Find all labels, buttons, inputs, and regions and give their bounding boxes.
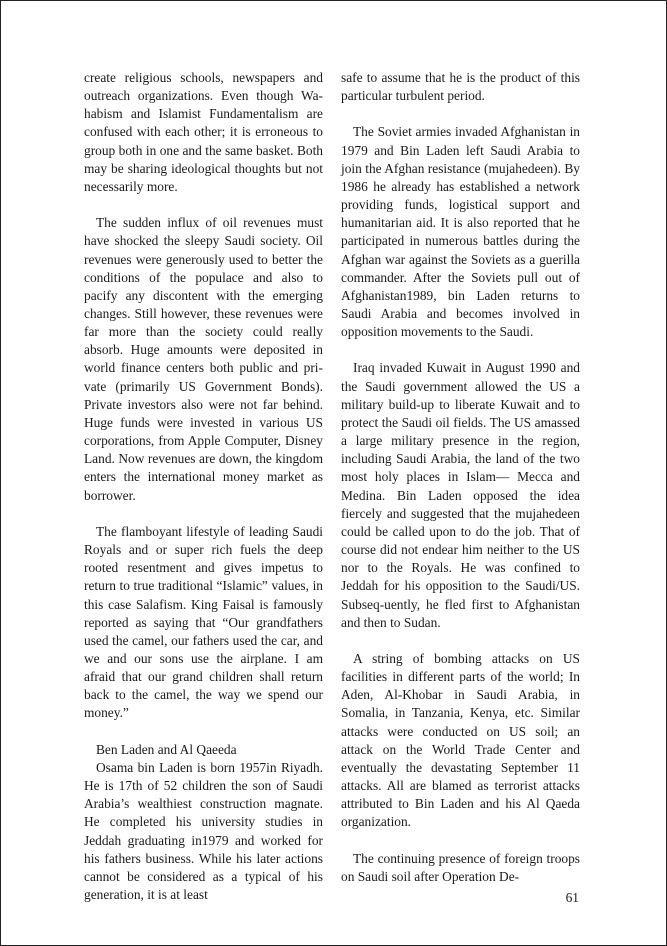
paragraph: The sudden influx of oil revenues must have shocked the sleepy Saudi society. Oil revenues were generously used to better the conditions of the populace and also to pacify any discontent with the emerging changes. Still however, these revenues were far more than the society could really absorb. Huge amounts were deposited in world finance centers both public and private (primarily US Government Bonds). Private investors also were not far behind. Huge funds were invested in various US corporations, from Apple Computer, Disney Land. Now revenues are down, the kingdom enters the international money market as borrower. bbox=[84, 215, 323, 503]
paragraph: create religious schools, newspapers and outreach organizations. Even though Wahabism and Islamist Fundamentalism are confused with each other; it is erroneous to group both in one and the same basket. Both may be sharing ideological thoughts but not necessarily more. bbox=[84, 70, 323, 194]
left-column bbox=[84, 69, 323, 904]
paragraph: The flamboyant lifestyle of leading Saudi Royals and or super rich fuels the deep rooted resentment and gives impetus to return to true traditional “Islamic” values, in this case Salafism. King Faisal is famously reported as saying that “Our grandfathers used the camel, our fathers used the car, and we and our sons use the airplane. I am afraid that our grand children shall return back to the camel, the way we spend our money.” bbox=[84, 523, 323, 721]
paragraph: The continuing presence of foreign troops on Saudi soil after Operation De- bbox=[341, 850, 580, 884]
paragraph: Osama bin Laden is born 1957in Riyadh. He is 17th of 52 children the son of Saudi Arabia’s wealthiest construction magnate. He completed his university studies in Jeddah graduating in1979 and worked for his fathers business. While his later actions cannot be considered as a typical of his generation, it is at least bbox=[84, 759, 323, 902]
page-number: 61 bbox=[565, 890, 579, 905]
section-heading: Ben Laden and Al Qaeeda bbox=[96, 741, 237, 757]
paragraph: safe to assume that he is the product of this particular turbulent period. bbox=[341, 70, 580, 104]
paragraph: Iraq invaded Kuwait in August 1990 and the Saudi government allowed the US a military build-up to liberate Kuwait and to protect the Saudi oil fields. The US amassed a large military presence in the region, including Saudi Arabia, the land of the two most holy places in Islam— Mecca and Medina. Bin Laden opposed the idea fiercely and suggested that the mujahedeen could be called upon to do the job. That of course did not endear him neither to the US nor to the Royals. He was confined to Jeddah for his opposition to the Saudi/US. Subseq-uently, he fled first to Afghanistan and then to Sudan. bbox=[341, 360, 580, 630]
paragraph: A string of bombing attacks on US facilities in different parts of the world; In Aden, Al-Khobar in Saudi Arabia, in Somalia, in Tanzania, Kenya, etc. Similar attacks were conducted on US soil; an attack on the World Trade Center and eventually the devastating September 11 attacks. All are blamed as terrorist attacks attributed to Bin Laden and his Al Qaeda organization. bbox=[341, 650, 580, 830]
right-column bbox=[341, 69, 580, 886]
paragraph: The Soviet armies invaded Afghanistan in 1979 and Bin Laden left Saudi Arabia to join the Afghan resistance (mujahedeen). By 1986 he already has established a network providing funds, logistical support and humanitarian aid. It is also reported that he participated in numerous battles during the Afghan war against the Soviets as a guerilla commander. After the Soviets pull out of Afghanistan1989, bin Laden returns to Saudi Arabia and becomes involved in opposition movements to the Saudi. bbox=[341, 124, 580, 340]
